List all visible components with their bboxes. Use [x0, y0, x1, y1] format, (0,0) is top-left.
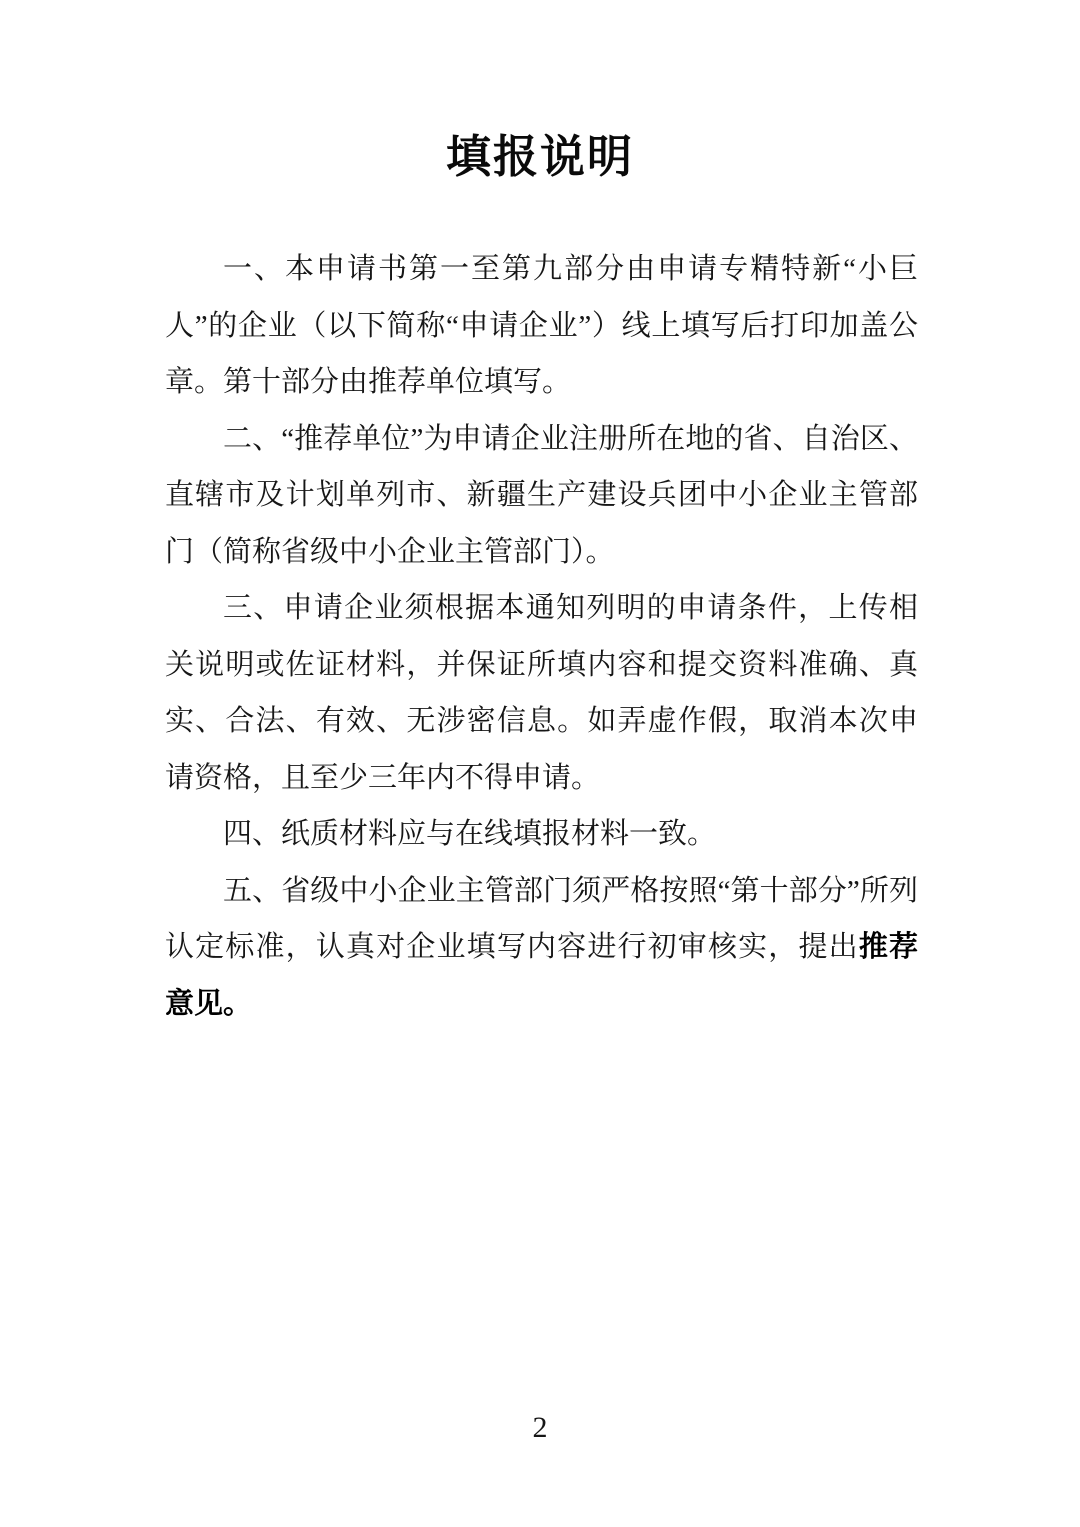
instruction-paragraph-3: 三、申请企业须根据本通知列明的申请条件，上传相关说明或佐证材料，并保证所填内容和提交资料准确、真实、合法、有效、无涉密信息。如弄虚作假，取消本次申请资格，且至少三年内不得申请。 — [165, 592, 918, 794]
instructions-body — [165, 241, 918, 1032]
instruction-paragraph-4: 四、纸质材料应与在线填报材料一致。 — [223, 818, 717, 850]
paragraph-5-normal-text: 五、省级中小企业主管部门须严格按照“第十部分”所列认定标准，认真对企业填写内容进行初审核实，提出 — [165, 874, 918, 963]
instruction-paragraph-2: 二、“推荐单位”为申请企业注册所在地的省、自治区、直辖市及计划单列市、新疆生产建设兵团中小企业主管部门（简称省级中小企业主管部门）。 — [165, 422, 918, 568]
paragraph-5-bold-text: 推荐意见。 — [165, 931, 918, 1020]
instruction-paragraph-5 — [165, 863, 918, 1033]
instruction-paragraph-1: 一、本申请书第一至第九部分由申请专精特新“小巨人”的企业（以下简称“申请企业”）线上填写后打印加盖公章。第十部分由推荐单位填写。 — [165, 253, 918, 398]
page-title: 填报说明 — [445, 132, 634, 182]
page-number: 2 — [532, 1411, 548, 1444]
